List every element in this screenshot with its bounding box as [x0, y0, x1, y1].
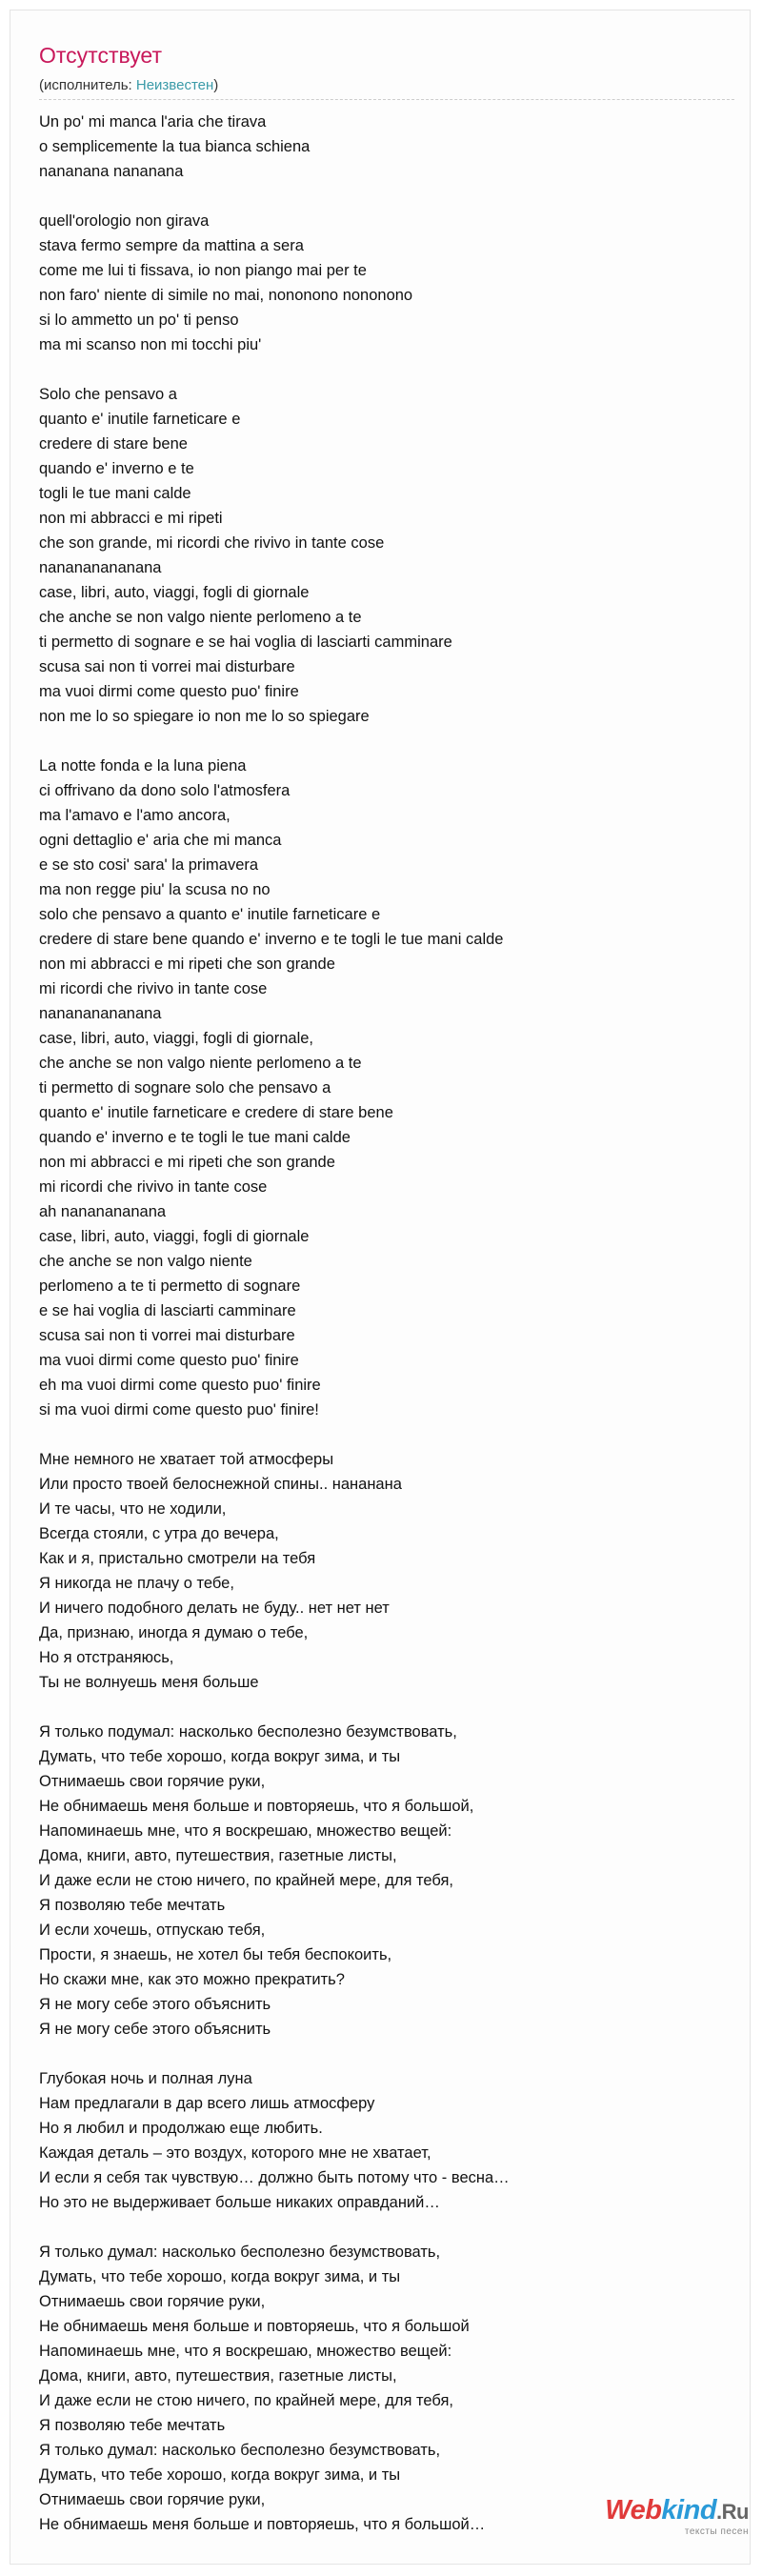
artist-link[interactable]: Неизвестен	[135, 77, 214, 93]
stanza-gap	[39, 1695, 744, 1720]
lyric-line: И даже если не стою ничего, по крайней мере, для тебя,	[39, 1872, 453, 1889]
lyric-line: case, libri, auto, viaggi, fogli di giornale,	[39, 1030, 313, 1047]
lyric-line: stava fermo sempre da mattina a sera	[39, 237, 304, 254]
stanza-gap	[39, 1422, 744, 1447]
lyric-line: Не обнимаешь меня больше и повторяешь, что я большой,	[39, 1798, 474, 1815]
webkind-watermark	[605, 2496, 749, 2538]
stanza-gap	[39, 2215, 744, 2240]
lyric-line: Дома, книги, авто, путешествия, газетные листы,	[39, 2367, 397, 2385]
lyric-line: Я только думал: насколько бесполезно безумствовать,	[39, 2442, 441, 2459]
lyric-line: Напоминаешь мне, что я воскрешаю, множество вещей:	[39, 1822, 452, 1840]
lyric-line: Мне немного не хватает той атмосферы	[39, 1451, 334, 1468]
logo-dot: .	[716, 2500, 722, 2524]
lyric-line: Но это не выдерживает больше никаких оправданий…	[39, 2194, 440, 2211]
lyric-line: nananana nananana	[39, 163, 184, 180]
lyric-line: mi ricordi che rivivo in tante cose	[39, 980, 268, 997]
lyric-line: ti permetto di sognare solo che pensavo a	[39, 1079, 331, 1097]
song-title: Отсутствует	[39, 43, 162, 68]
lyric-line: Или просто твоей белоснежной спины.. нананана	[39, 1476, 402, 1493]
lyric-line: Нам предлагали в дар всего лишь атмосферу	[39, 2095, 375, 2112]
artist-prefix: (исполнитель:	[39, 77, 136, 93]
lyric-line: Я только подумал: насколько бесполезно безумствовать,	[39, 1723, 457, 1741]
lyric-line: Отнимаешь свои горячие руки,	[39, 2491, 266, 2508]
lyric-line: Я никогда не плачу о тебе,	[39, 1575, 234, 1592]
lyric-line: ma vuoi dirmi come questo puo' finire	[39, 1352, 299, 1369]
lyric-line: e se hai voglia di lasciarti camminare	[39, 1302, 296, 1319]
lyric-line: Но я отстраняюсь,	[39, 1649, 174, 1666]
lyric-line: И если хочешь, отпускаю тебя,	[39, 1922, 266, 1939]
lyric-line: Ты не волнуешь меня больше	[39, 1674, 259, 1691]
lyric-line: credere di stare bene	[39, 435, 188, 453]
lyric-line: Я не могу себе этого объяснить	[39, 2021, 271, 2038]
lyric-line: ah nananananana	[39, 1203, 167, 1220]
lyric-line: non faro' niente di simile no mai, nononono nononono	[39, 287, 413, 304]
lyric-line: credere di stare bene quando e' inverno e te togli le tue mani calde	[39, 931, 504, 948]
lyric-line: quando e' inverno e te togli le tue mani calde	[39, 1129, 351, 1146]
lyric-line: quando e' inverno e te	[39, 460, 194, 477]
lyric-line: quanto e' inutile farneticare e	[39, 411, 241, 428]
stanza-gap	[39, 184, 744, 209]
lyric-line: ma vuoi dirmi come questo puo' finire	[39, 683, 299, 700]
lyric-line: Да, признаю, иногда я думаю о тебе,	[39, 1624, 309, 1641]
logo-tagline: тексты песен	[684, 2526, 749, 2537]
title-divider	[39, 99, 734, 100]
lyric-line: eh ma vuoi dirmi come questo puo' finire	[39, 1377, 321, 1394]
lyric-line: Я позволяю тебе мечтать	[39, 1897, 226, 1914]
lyric-line: Отнимаешь свои горячие руки,	[39, 2293, 266, 2310]
lyric-line: nanananananana	[39, 1005, 162, 1022]
lyric-line: ogni dettaglio e' aria che mi manca	[39, 832, 282, 849]
lyric-line: che anche se non valgo niente perlomeno a te	[39, 1055, 362, 1072]
lyric-line: Глубокая ночь и полная луна	[39, 2070, 252, 2087]
logo-ru: Ru	[721, 2500, 749, 2524]
lyric-line: Не обнимаешь меня больше и повторяешь, что я большой…	[39, 2516, 486, 2533]
lyric-line: togli le tue mani calde	[39, 485, 191, 502]
lyric-line: o semplicemente la tua bianca schiena	[39, 138, 311, 155]
lyric-line: mi ricordi che rivivo in tante cose	[39, 1178, 268, 1196]
lyric-line: La notte fonda e la luna piena	[39, 757, 247, 775]
lyric-line: Думать, что тебе хорошо, когда вокруг зима, и ты	[39, 1748, 401, 1765]
lyric-line: case, libri, auto, viaggi, fogli di giornale	[39, 584, 310, 601]
lyric-line: non mi abbracci e mi ripeti	[39, 510, 223, 527]
lyric-line: ti permetto di sognare e se hai voglia di lasciarti camminare	[39, 634, 452, 651]
logo-web: Web	[605, 2495, 662, 2526]
lyric-line: Каждая деталь – это воздух, которого мне не хватает,	[39, 2144, 431, 2162]
lyric-line: Я позволяю тебе мечтать	[39, 2417, 226, 2434]
stanza-gap	[39, 2042, 744, 2066]
lyric-line: Solo che pensavo a	[39, 386, 177, 403]
lyric-line: e se sto cosi' sara' la primavera	[39, 856, 259, 874]
lyric-line: Я только думал: насколько бесполезно безумствовать,	[39, 2244, 441, 2261]
lyric-line: quanto e' inutile farneticare e credere di stare bene	[39, 1104, 393, 1121]
lyric-line: case, libri, auto, viaggi, fogli di giornale	[39, 1228, 310, 1245]
lyric-line: Думать, что тебе хорошо, когда вокруг зима, и ты	[39, 2268, 401, 2285]
lyric-line: ma mi scanso non mi tocchi piu'	[39, 336, 262, 353]
lyric-line: perlomeno a te ti permetto di sognare	[39, 1278, 301, 1295]
webkind-logo	[605, 2496, 749, 2526]
lyric-line: Прости, я знаешь, не хотел бы тебя беспокоить,	[39, 1946, 392, 1963]
lyric-line: ci offrivano da dono solo l'atmosfera	[39, 782, 291, 799]
lyric-line: Отнимаешь свои горячие руки,	[39, 1773, 266, 1790]
lyric-line: И если я себя так чувствую… должно быть потому что - весна…	[39, 2169, 510, 2186]
lyric-line: И даже если не стою ничего, по крайней мере, для тебя,	[39, 2392, 453, 2409]
lyric-line: solo che pensavo a quanto e' inutile farneticare e	[39, 906, 381, 923]
lyric-line: Напоминаешь мне, что я воскрешаю, множество вещей:	[39, 2343, 452, 2360]
lyric-line: Всегда стояли, с утра до вечера,	[39, 1525, 279, 1542]
lyric-line: nanananananana	[39, 559, 162, 576]
lyric-line: si ma vuoi dirmi come questo puo' finire!	[39, 1401, 319, 1419]
lyric-line: Дома, книги, авто, путешествия, газетные листы,	[39, 1847, 397, 1864]
lyric-line: Un po' mi manca l'aria che tirava	[39, 113, 267, 131]
lyric-line: Не обнимаешь меня больше и повторяешь, что я большой	[39, 2318, 470, 2335]
lyric-line: И ничего подобного делать не буду.. нет нет нет	[39, 1600, 390, 1617]
stanza-gap	[39, 729, 744, 754]
lyric-line: Думать, что тебе хорошо, когда вокруг зима, и ты	[39, 2466, 401, 2484]
lyric-line: Я не могу себе этого объяснить	[39, 1996, 271, 2013]
lyric-line: scusa sai non ti vorrei mai disturbare	[39, 1327, 295, 1344]
lyric-line: non mi abbracci e mi ripeti che son grande	[39, 956, 335, 973]
lyric-line: che son grande, mi ricordi che rivivo in tante cose	[39, 534, 385, 552]
lyric-line: Как и я, пристально смотрели на тебя	[39, 1550, 316, 1567]
lyric-line: come me lui ti fissava, io non piango mai per te	[39, 262, 367, 279]
lyric-line: che anche se non valgo niente	[39, 1253, 252, 1270]
lyric-line: Но скажи мне, как это можно прекратить?	[39, 1971, 345, 1988]
artist-suffix: )	[213, 77, 219, 93]
lyric-line: ma l'amavo e l'amo ancora,	[39, 807, 231, 824]
lyric-line: si lo ammetto un po' ti penso	[39, 312, 239, 329]
lyric-line: Но я любил и продолжаю еще любить.	[39, 2120, 323, 2137]
lyric-line: che anche se non valgo niente perlomeno a te	[39, 609, 362, 626]
lyric-line: ma non regge piu' la scusa no no	[39, 881, 271, 898]
artist-line	[39, 77, 218, 94]
lyrics-text	[39, 110, 744, 2537]
lyric-line: non me lo so spiegare io non me lo so spiegare	[39, 708, 370, 725]
logo-kind: kind	[661, 2495, 717, 2526]
lyric-line: И те часы, что не ходили,	[39, 1500, 227, 1518]
lyric-line: quell'orologio non girava	[39, 212, 210, 230]
stanza-gap	[39, 357, 744, 382]
lyrics-card	[10, 10, 751, 2565]
lyric-line: scusa sai non ti vorrei mai disturbare	[39, 658, 295, 675]
lyric-line: non mi abbracci e mi ripeti che son grande	[39, 1154, 335, 1171]
